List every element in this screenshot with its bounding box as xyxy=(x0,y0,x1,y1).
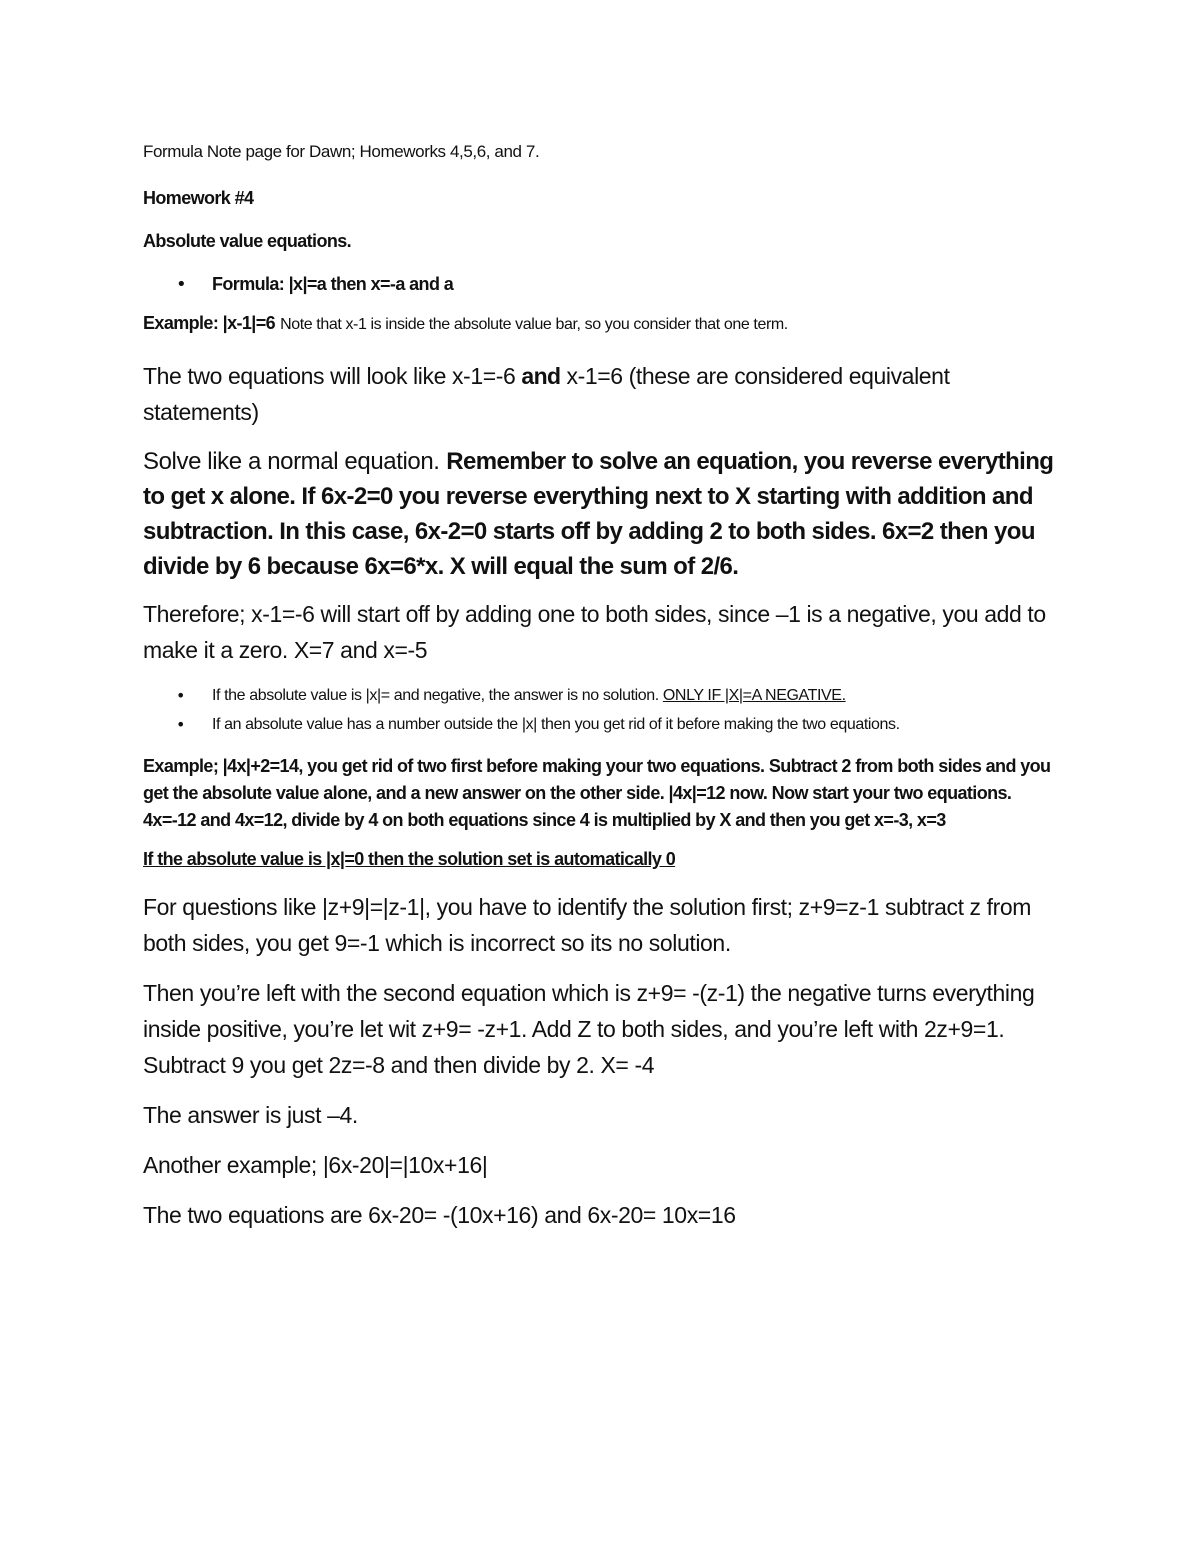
rule-bullet-two: • If an absolute value has a number outside the |x| then you get rid of it before making the two equations. xyxy=(212,710,1063,739)
formula-list xyxy=(143,271,1063,298)
example-two: Example; |4x|+2=14, you get rid of two first before making your two equations. Subtract 2 from both sides and you get the absolute value alone, and a new answer on the other side. |4x|=12 now. Now start your two equations. 4x=-12 and 4x=12, divide by 4 on both equations since 4 is multiplied by X and then you get x=-3, x=3 xyxy=(143,756,1051,830)
example-one-label: Example: |x-1|=6 xyxy=(143,313,276,333)
therefore-paragraph: Therefore; x-1=-6 will start off by adding one to both sides, since –1 is a negative, you add to make it a zero. X=7 and x=-5 xyxy=(143,601,1046,663)
rule-bullet-one xyxy=(212,682,1063,710)
equations-part-one: The two equations will look like x-1=-6 xyxy=(143,363,516,389)
document-page xyxy=(143,140,1063,1233)
two-equations-paragraph: The two equations are 6x-20= -(10x+16) and 6x-20= 10x=16 xyxy=(143,1202,736,1228)
solve-paragraph xyxy=(143,444,1063,584)
formula-bullet: • Formula: |x|=a then x=-a and a xyxy=(212,271,1063,298)
section-heading: Homework #4 xyxy=(143,188,254,208)
questions-paragraph: For questions like |z+9|=|z-1|, you have to identify the solution first; z+9=z-1 subtract z from both sides, you get 9=-1 which is incorrect so its no solution. xyxy=(143,894,1032,956)
example-one-note: Note that x-1 is inside the absolute value bar, so you consider that one term. xyxy=(280,316,788,333)
document-title: Formula Note page for Dawn; Homeworks 4,5,6, and 7. xyxy=(143,142,540,161)
solve-bold: Remember to solve an equation, you reverse everything to get x alone. If 6x-2=0 you reverse everything next to X starting with addition and subtraction. In this case, 6x-2=0 starts off by adding 2 to both sides. 6x=2 then you divide by 6 because 6x=6*x. X will equal the sum of 2/6. xyxy=(143,448,1054,580)
rules-list xyxy=(143,682,1063,739)
section-subheading: Absolute value equations. xyxy=(143,231,352,251)
equations-paragraph xyxy=(143,358,1063,430)
example-one xyxy=(143,310,1063,338)
second-equation-paragraph: Then you’re left with the second equation which is z+9= -(z-1) the negative turns everything inside positive, you’re let wit z+9= -z+1. Add Z to both sides, and you’re left with 2z+9=1. Subtract 9 you get 2z=-8 and then divide by 2. X= -4 xyxy=(143,980,1035,1078)
answer-paragraph: The answer is just –4. xyxy=(143,1102,358,1128)
rule-one-text: If the absolute value is |x|= and negative, the answer is no solution. xyxy=(212,687,659,704)
rule-one-underline: ONLY IF |X|=A NEGATIVE. xyxy=(662,687,846,704)
equations-and: and xyxy=(521,363,561,389)
solve-lead: Solve like a normal equation. xyxy=(143,448,440,475)
another-example: Another example; |6x-20|=|10x+16| xyxy=(143,1152,488,1178)
equations-part-two: x-1=6 (these are considered equivalent statements) xyxy=(143,363,950,425)
zero-rule: If the absolute value is |x|=0 then the solution set is automatically 0 xyxy=(143,849,676,869)
